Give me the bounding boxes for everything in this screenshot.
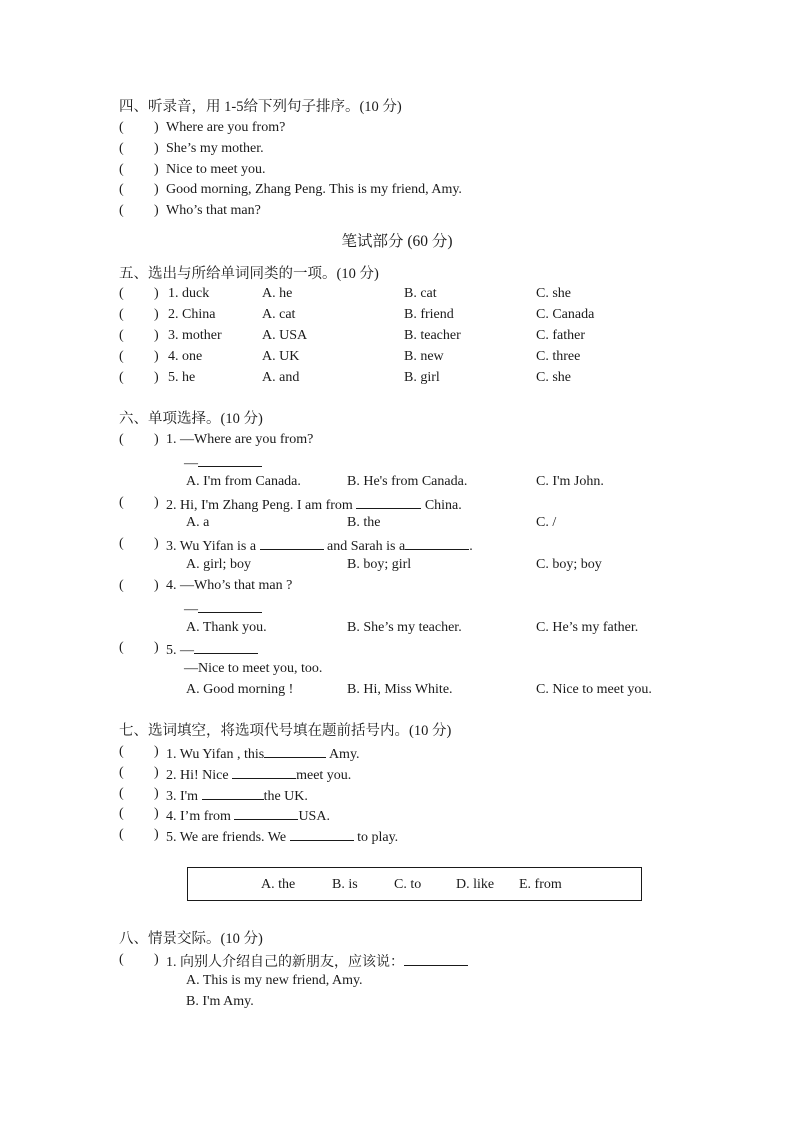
question-word: 5. he <box>168 370 196 385</box>
mc-question-5-options <box>119 680 679 700</box>
option-a: A. he <box>262 286 293 301</box>
answer-blank[interactable] <box>260 534 324 550</box>
option-c: C. Nice to meet you. <box>536 682 652 697</box>
question-stem: 4. —Who’s that man ? <box>166 578 293 593</box>
option-b: B. new <box>404 349 444 364</box>
classify-item-4 <box>119 347 679 367</box>
answer-paren[interactable]: ( ) <box>119 827 159 842</box>
classify-item-3 <box>119 326 679 346</box>
answer-paren[interactable]: ( ) <box>119 806 159 821</box>
option-b: B. Hi, Miss White. <box>347 682 453 697</box>
mc-question-5-reply: —Nice to meet you, too. <box>184 661 323 676</box>
option-b: B. cat <box>404 286 437 301</box>
answer-paren[interactable]: ( ) <box>119 640 159 655</box>
answer-paren[interactable]: ( ) <box>119 141 159 156</box>
option-a: A. cat <box>262 307 296 322</box>
option-c: C. father <box>536 328 585 343</box>
answer-paren[interactable]: ( ) <box>119 432 159 447</box>
section-4-heading: 四、听录音，用 1-5给下列句子排序。(10 分) <box>119 99 402 115</box>
answer-blank[interactable] <box>202 784 264 800</box>
section-5-heading: 五、选出与所给单词同类的一项。(10 分) <box>119 266 379 282</box>
question-word: 1. duck <box>168 286 210 301</box>
option-b: B. girl <box>404 370 440 385</box>
answer-blank[interactable] <box>198 451 262 467</box>
question-stem: 1. —Where are you from? <box>166 432 314 447</box>
answer-paren[interactable]: ( ) <box>119 495 159 510</box>
classify-item-5 <box>119 368 679 388</box>
option-a: A. I'm from Canada. <box>186 474 301 489</box>
option-b: B. friend <box>404 307 454 322</box>
answer-paren[interactable]: ( ) <box>119 307 159 322</box>
option-b: B. She’s my teacher. <box>347 620 462 635</box>
option-b: B. boy; girl <box>347 557 412 572</box>
section-6-heading: 六、单项选择。(10 分) <box>119 411 263 427</box>
question-stem: 5. — <box>166 638 258 661</box>
written-part-title: 笔试部分 (60 分) <box>341 233 453 250</box>
answer-paren[interactable]: ( ) <box>119 952 159 967</box>
classify-item-1 <box>119 284 679 304</box>
mc-question-3-options <box>119 555 679 575</box>
word-option-b: B. is <box>332 877 358 892</box>
answer-paren[interactable]: ( ) <box>119 328 159 343</box>
answer-paren[interactable]: ( ) <box>119 182 159 197</box>
option-c: C. Canada <box>536 307 595 322</box>
word-option-e: E. from <box>519 877 562 892</box>
question-word: 3. mother <box>168 328 222 343</box>
word-option-c: C. to <box>394 877 422 892</box>
option-a: A. a <box>186 515 210 530</box>
option-c: C. she <box>536 286 571 301</box>
option-a: A. Thank you. <box>186 620 267 635</box>
answer-paren[interactable]: ( ) <box>119 120 159 135</box>
option-b: B. the <box>347 515 381 530</box>
question-word: 4. one <box>168 349 203 364</box>
answer-paren[interactable]: ( ) <box>119 162 159 177</box>
option-a: A. Good morning ! <box>186 682 294 697</box>
answer-blank[interactable] <box>198 597 262 613</box>
option-c: C. boy; boy <box>536 557 602 572</box>
option-c: C. she <box>536 370 571 385</box>
answer-blank[interactable] <box>232 763 296 779</box>
answer-blank[interactable] <box>194 638 258 654</box>
answer-blank[interactable] <box>404 950 468 966</box>
word-option-d: D. like <box>456 877 495 892</box>
mc-question-4-reply: — <box>184 597 262 617</box>
classify-item-2 <box>119 305 679 325</box>
sentence-text: Where are you from? <box>166 120 286 135</box>
answer-paren[interactable]: ( ) <box>119 578 159 593</box>
option-a: A. and <box>262 370 300 385</box>
word-bank-box <box>187 867 642 901</box>
option-c: C. three <box>536 349 581 364</box>
sentence-text: Who’s that man? <box>166 203 261 218</box>
answer-blank[interactable] <box>356 493 421 509</box>
option-c: C. He’s my father. <box>536 620 639 635</box>
dialogue-option-a: A. This is my new friend, Amy. <box>186 973 363 988</box>
answer-paren[interactable]: ( ) <box>119 786 159 801</box>
word-option-a: A. the <box>261 877 296 892</box>
sentence-text: She’s my mother. <box>166 141 264 156</box>
sentence-text: Good morning, Zhang Peng. This is my friend, Amy. <box>166 182 462 197</box>
mc-question-2-options <box>119 513 679 533</box>
section-8-heading: 八、情景交际。(10 分) <box>119 931 263 947</box>
answer-paren[interactable]: ( ) <box>119 203 159 218</box>
mc-question-4-options <box>119 618 679 638</box>
option-a: A. UK <box>262 349 300 364</box>
option-c: C. I'm John. <box>536 474 604 489</box>
mc-question-1-options <box>119 472 679 492</box>
dialogue-option-b: B. I'm Amy. <box>186 994 254 1009</box>
exam-page: 四、听录音，用 1-5给下列句子排序。(10 分) ( ) Where are you from? ( ) She’s my mother. ( ) Nice to meet you. ( ) Good morning, Zhang Peng. This is my friend, Amy. ( ) Who’s that man? 笔试部分 (60 分) 五、选出与所给单词同类的一项。(10 分) ( ) 1. duck A. he B. cat C. she ( ) 2. China A. cat B. friend C. Canada ( ) 3. mother A. USA B. teacher C. father ( ) 4. one A. UK B. new C. three ( ) 5. he A. and B. girl C. she 六、单项选择。(10 分) ( ) 1. —Where are you from? — A. I'm from Canada. B. He's from Canada. C. I'm John. ( ) 2. Hi, I'm Zhang Peng. I am from China. A. a B. the C. / ( ) 3. Wu Yifan is a and Sarah is a . A. girl; boy B. boy; girl C. boy; boy ( ) 4. —Who’s that man ? — A. Thank you. B. She’s my teacher. C. He’s my father. ( ) 5. — —Nice to meet you, too. A. Good morning ! B. Hi, Miss White. C. Nice to meet you. 七、选词填空，将选项代号填在题前括号内。(10 分) ( ) 1. Wu Yifan , this Amy. ( ) 2. Hi! Nice meet you. ( ) 3. I'm the UK. ( ) 4. I’m from USA. ( ) 5. We are friends. We to play. A. the B. is C. to D. like E. from 八、情景交际。(10 分) ( ) 1. 向别人介绍自己的新朋友，应该说： A. This is my new friend, Amy. B. I'm Amy. <box>0 0 794 1123</box>
option-a: A. girl; boy <box>186 557 251 572</box>
mc-question-1-reply: — <box>184 451 262 471</box>
answer-blank[interactable] <box>264 742 326 758</box>
answer-paren[interactable]: ( ) <box>119 370 159 385</box>
question-stem: 3. Wu Yifan is a and Sarah is a . <box>166 534 473 557</box>
option-c: C. / <box>536 515 557 530</box>
answer-blank[interactable] <box>290 825 354 841</box>
answer-blank[interactable] <box>405 534 469 550</box>
answer-blank[interactable] <box>234 804 298 820</box>
option-b: B. teacher <box>404 328 461 343</box>
option-b: B. He's from Canada. <box>347 474 468 489</box>
answer-paren[interactable]: ( ) <box>119 286 159 301</box>
answer-paren[interactable]: ( ) <box>119 536 159 551</box>
answer-paren[interactable]: ( ) <box>119 765 159 780</box>
answer-paren[interactable]: ( ) <box>119 744 159 759</box>
question-stem: 2. Hi, I'm Zhang Peng. I am from China. <box>166 493 462 516</box>
answer-paren[interactable]: ( ) <box>119 349 159 364</box>
sentence-text: Nice to meet you. <box>166 162 266 177</box>
section-7-heading: 七、选词填空，将选项代号填在题前括号内。(10 分) <box>119 723 452 739</box>
question-word: 2. China <box>168 307 216 322</box>
option-a: A. USA <box>262 328 308 343</box>
